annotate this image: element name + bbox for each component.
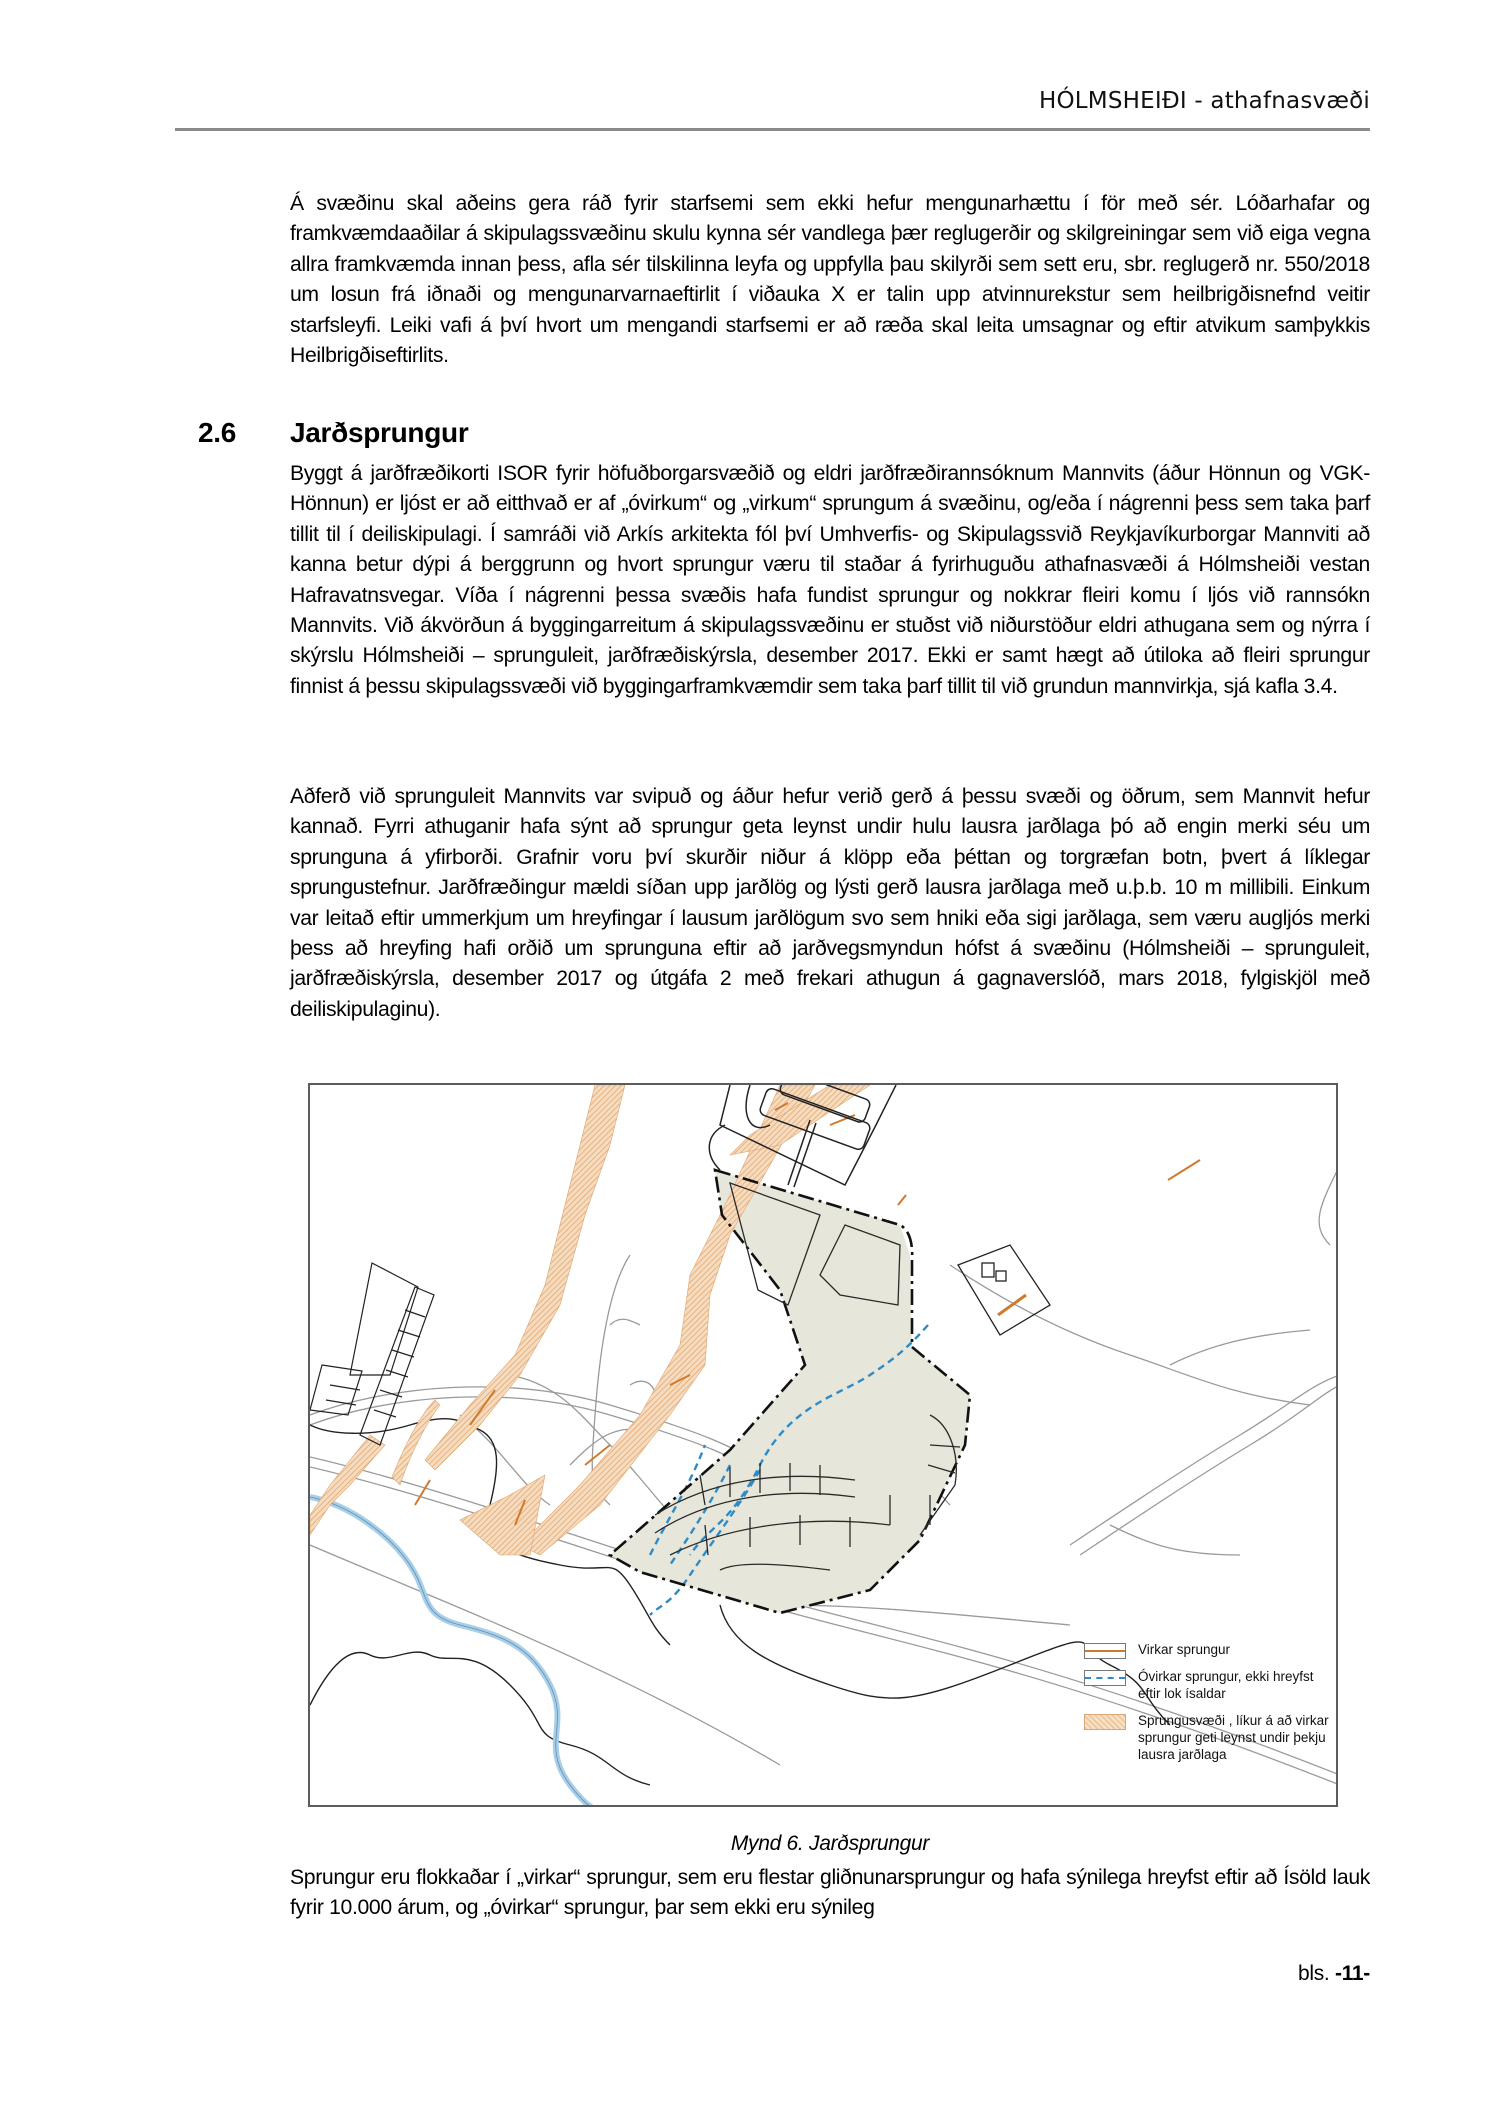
map-legend — [1080, 1641, 1330, 1773]
legend-item-active-faults — [1080, 1641, 1330, 1658]
fault-map-figure — [308, 1083, 1338, 1807]
header-divider — [175, 128, 1370, 131]
facility-east — [958, 1245, 1050, 1335]
facility-north — [709, 1085, 896, 1187]
paragraph-fault-background — [290, 459, 1370, 702]
paragraph-text: Byggt á jarðfræðikorti ISOR fyrir höfuðborgarsvæðið og eldri jarðfræðirannsóknum Mannvits (áður Hönnun og VGK-Hönnun) er ljóst er að eitthvað er af „óvirkum“ og „virkum“ sprungum á svæðinu, og/eða í nágrenni þess sem taka þarf tillit til í deiliskipulagi. Í samráði við Arkís arkitekta fól því Umhverfis- og Skipulagssvið Reykjavíkurborgar Mannviti að kanna betur dýpi á berggrunn og hvort sprungur væru til staðar á fyrirhuguðu athafnasvæði á Hólmsheiði vestan Hafravatnsvegar. Víða í nágrenni þessa svæðis hafa fundist sprungur og nokkrar fleiri komu í ljós við rannsókn Mannvits. Við ákvörðun á byggingarreitum á skipulagssvæðinu er stuðst við niðurstöður eldri athugana sem og nýrra í skýrslu Hólmsheiði – sprunguleit, jarðfræðiskýrsla, desember 2017. Ekki er samt hægt að útiloka að fleiri sprungur finnist á þessu skipulagssvæði við byggingarframkvæmdir sem taka þarf tillit til við grundun mannvirkja, sjá kafla 3.4. — [290, 462, 1370, 698]
paragraph-fault-classification — [290, 1863, 1370, 1924]
paragraph-survey-method — [290, 782, 1370, 1025]
legend-label: Sprungusvæði , líkur á að virkar sprungur geti leynst undir þekju lausra jarðlaga — [1138, 1713, 1329, 1762]
residential-grid — [310, 1263, 434, 1445]
page-prefix: bls. — [1297, 1962, 1330, 1985]
river-edge — [310, 1497, 620, 1807]
legend-label: Óvirkar sprungur, ekki hreyfst eftir lok ísaldar — [1138, 1669, 1314, 1701]
section-title: Jarðsprungur — [290, 417, 469, 448]
hatched-area-icon — [1084, 1714, 1126, 1730]
river — [310, 1497, 620, 1807]
paragraph-pollution-rules — [290, 189, 1370, 371]
paragraph-text: Aðferð við sprunguleit Mannvits var svipuð og áður hefur verið gerð á þessu svæði og öðrum, sem Mannvit hefur kannað. Fyrri athuganir hafa sýnt að sprungur geta leynst undir hulu lausra jarðlaga þó að engin merki séu um sprunguna á yfirborði. Grafnir voru því skurðir niður á klöpp eða þéttan og torgræfan botn, þvert á líklegar sprungustefnur. Jarðfræðingur mældi síðan upp jarðlög og lýsti gerð lausra jarðlaga með u.þ.b. 10 m millibili. Einkum var leitað eftir ummerkjum um hreyfingar í lausum jarðlögum svo sem hniki eða sigi jarðlaga, sem væru augljós merki þess að hreyfing hafi orðið um sprunguna eftir að jarðvegsmyndun hófst á svæðinu (Hólmsheiði – sprunguleit, jarðfræðiskýrsla, desember 2017 og útgáfa 2 með frekari athugun á gagnaverslóð, mars 2018, fylgiskjöl með deiliskipulaginu). — [290, 785, 1370, 1021]
page-number-value: -11- — [1335, 1962, 1370, 1985]
legend-label: Virkar sprungur — [1138, 1642, 1231, 1657]
solid-orange-line-icon — [1084, 1643, 1126, 1659]
legend-item-inactive-faults — [1080, 1668, 1330, 1702]
legend-item-fault-zone — [1080, 1712, 1330, 1763]
figure-caption: Mynd 6. Jarðsprungur — [730, 1832, 930, 1855]
section-number: 2.6 — [198, 417, 237, 448]
page-number — [1298, 1962, 1370, 1986]
page-header — [175, 88, 1370, 128]
paragraph-text: Sprungur eru flokkaðar í „virkar“ sprungur, sem eru flestar gliðnunarsprungur og hafa sýnilega hreyfst eftir að Ísöld lauk fyrir 10.000 árum, og „óvirkar“ sprungur, þar sem ekki eru sýnileg — [290, 1866, 1370, 1920]
section-heading — [198, 417, 468, 449]
paragraph-text: Á svæðinu skal aðeins gera ráð fyrir starfsemi sem ekki hefur mengunarhættu í för með sér. Lóðarhafar og framkvæmdaaðilar á skipulagssvæðinu skulu kynna sér vandlega þær reglugerðir og skilgreiningar sem við eiga vegna allra framkvæmda innan þess, afla sér tilskilinna leyfa og uppfylla þau skilyrði sem sett eru, sbr. reglugerð nr. 550/2018 um losun frá iðnaði og mengunarvarnaeftirlit í viðauka X er talin upp atvinnurekstur sem heilbrigðisnefnd veitir starfsleyfi. Leiki vafi á því hvort um mengandi starfsemi er að ræða skal leita umsagnar og eftir atvikum samþykkis Heilbrigðiseftirlits. — [290, 192, 1370, 368]
dashed-blue-line-icon — [1084, 1670, 1126, 1686]
header-title: HÓLMSHEIÐI - athafnasvæði — [1039, 88, 1370, 114]
